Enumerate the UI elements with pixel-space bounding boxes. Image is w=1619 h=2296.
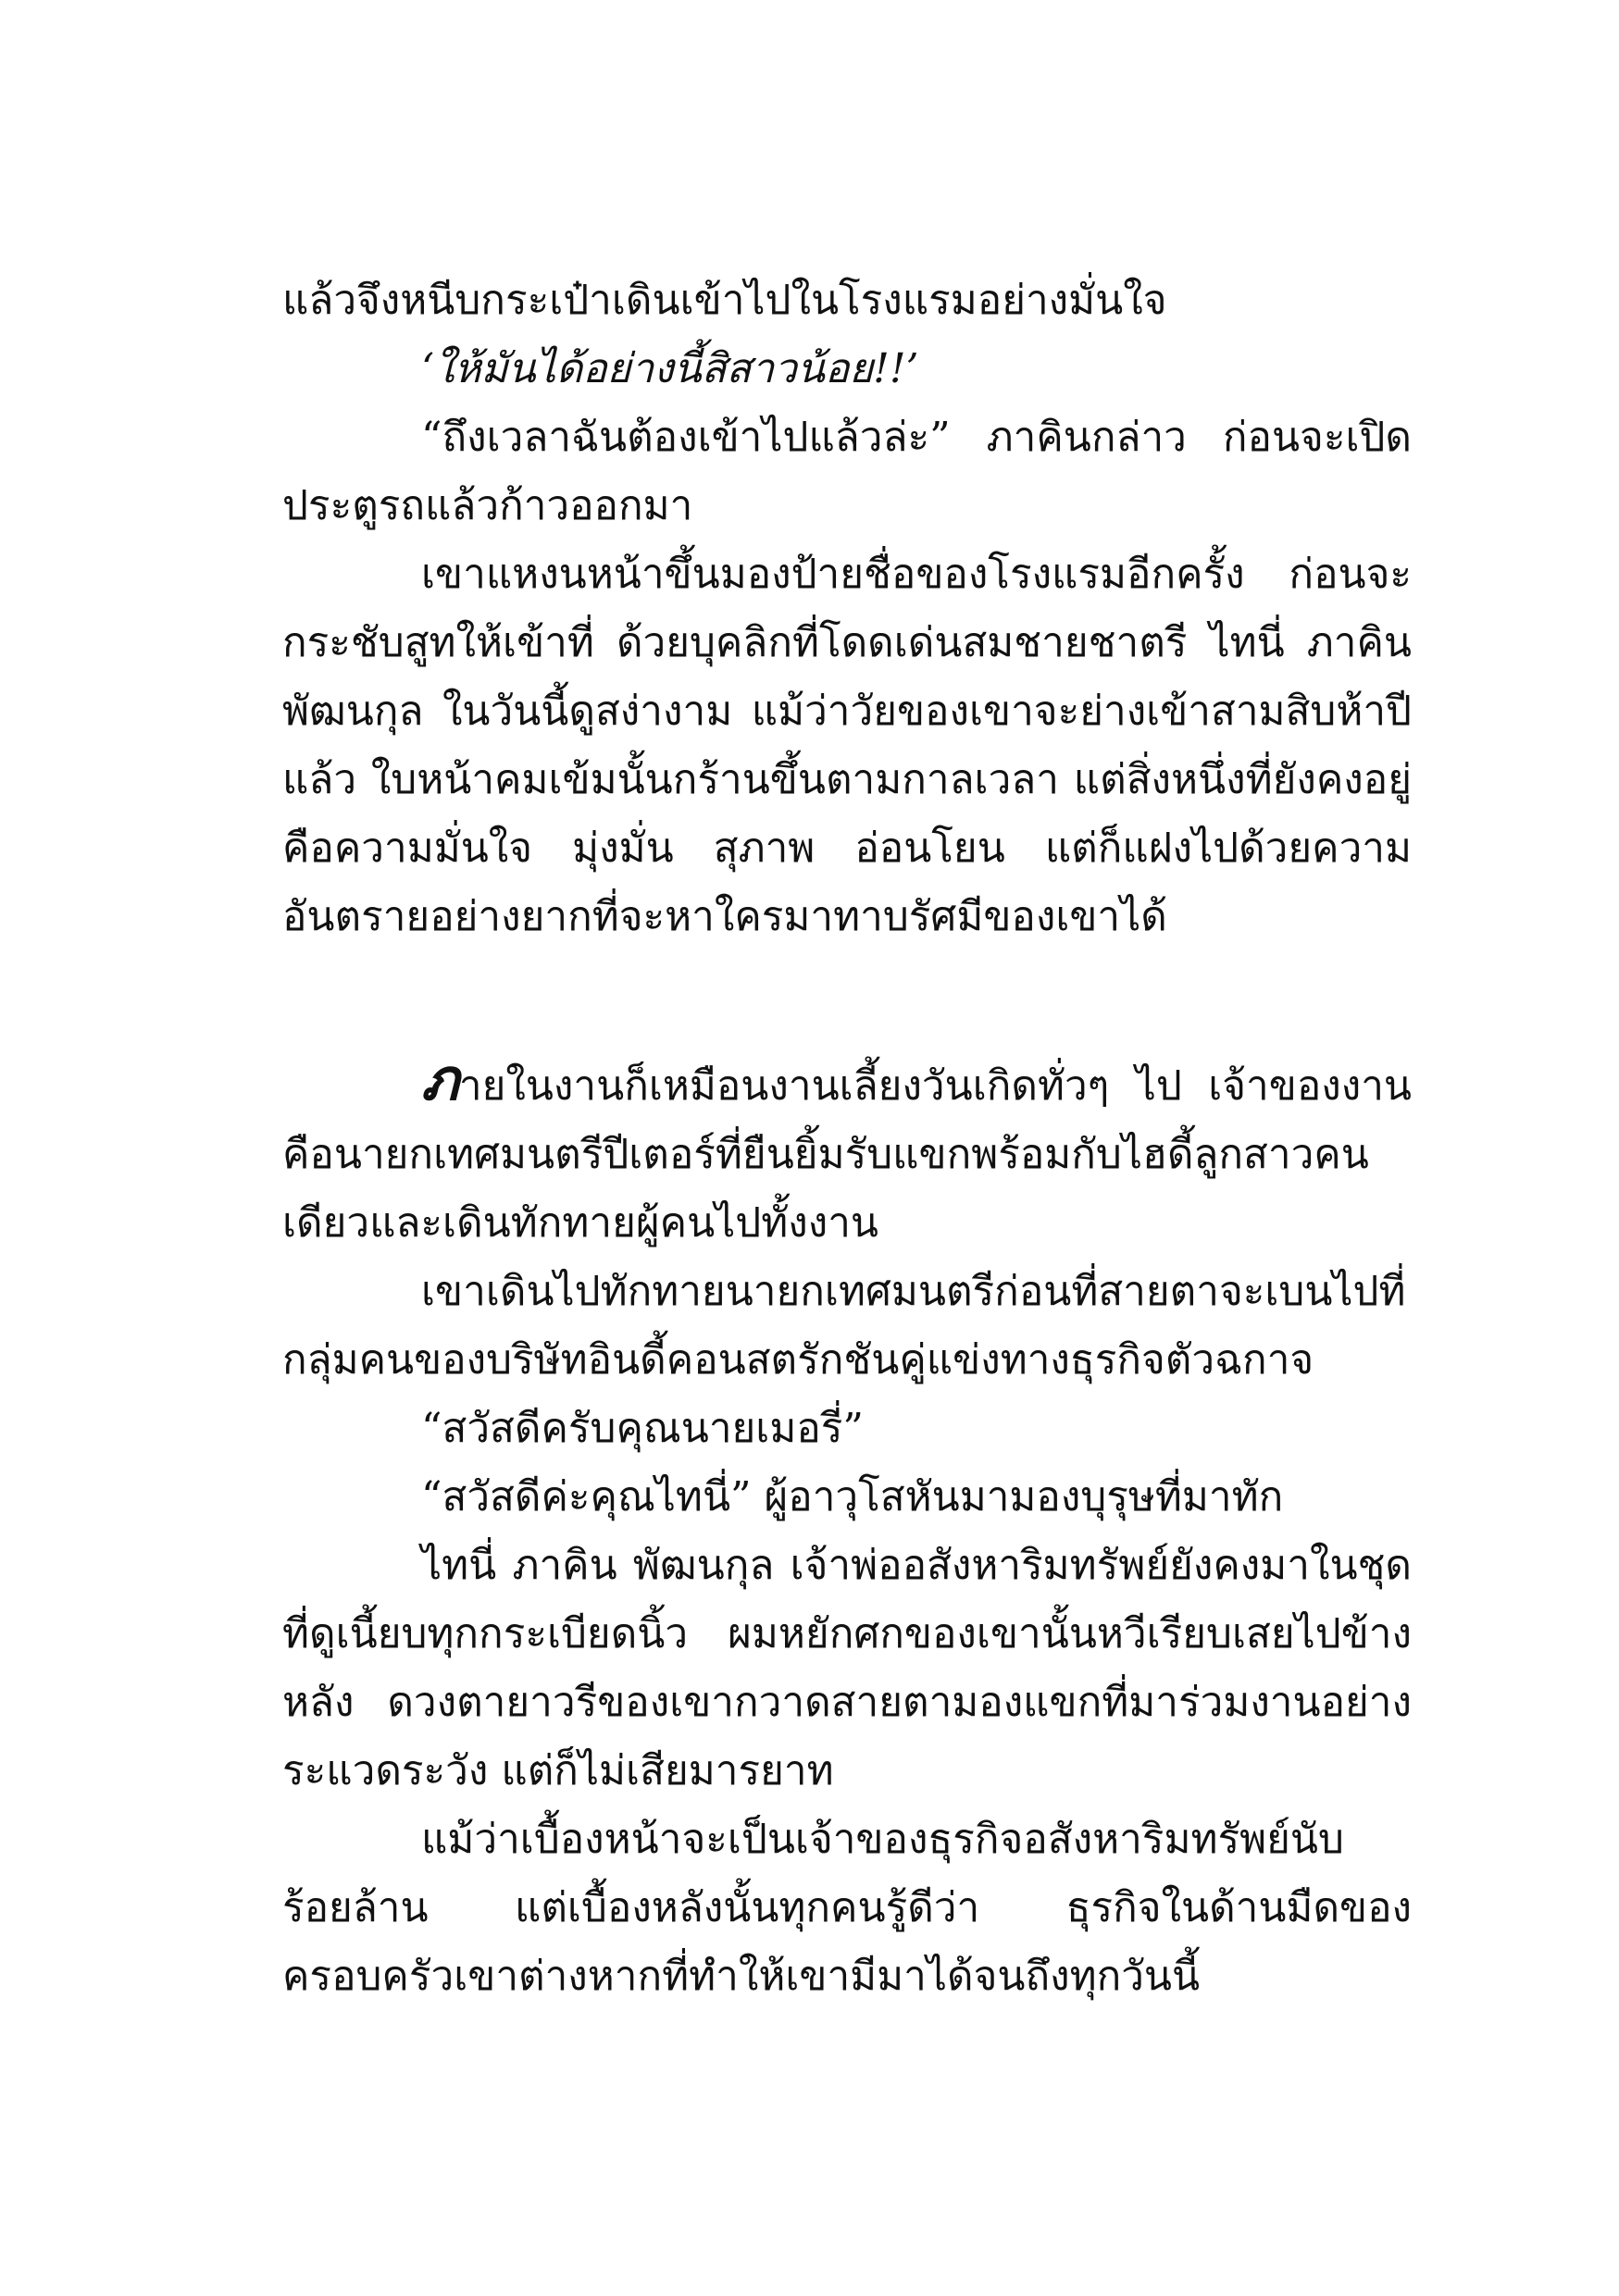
paragraph-text: ายในงานก็เหมือนงานเลี้ยงวันเกิดทั่วๆ ไป เจ้าของงานคือนายกเทศมนตรีปีเตอร์ที่ยืนยิ้มรับแขกพร้อมกับไฮดี้ลูกสาวคนเดียวและเดินทักทายผู้คนไปทั้งงาน (282, 1062, 1412, 1247)
paragraph-italic-thought: ‘ให้มันได้อย่างนี้สิสาวน้อย!!’ (421, 345, 919, 392)
paragraph: ไทนี่ ภาคิน พัฒนกุล เจ้าพ่ออสังหาริมทรัพย์ยังคงมาในชุดที่ดูเนี้ยบทุกกระเบียดนิ้ว ผมหยักศกของเขานั้นหวีเรียบเสยไปข้างหลัง ดวงตายาวรีของเขากวาดสายตามองแขกที่มาร่วมงานอย่างระแวดระวัง แต่ก็ไม่เสียมารยาท (282, 1542, 1412, 1794)
paragraph-opening (282, 1046, 1412, 1258)
section-1 (282, 267, 1412, 951)
paragraph: “สวัสดีครับคุณนายเมอรี่” (421, 1405, 864, 1452)
paragraph: “สวัสดีค่ะคุณไทนี่” ผู้อาวุโสหันมามองบุรุษที่มาทัก (421, 1473, 1284, 1520)
paragraph: เขาแหงนหน้าขึ้นมองป้ายชื่อของโรงแรมอีกครั้ง ก่อนจะกระชับสูทให้เข้าที่ ด้วยบุคลิกที่โดดเด่นสมชายชาตรี ไทนี่ ภาคิน พัฒนกุล ในวันนี้ดูสง่างาม แม้ว่าวัยของเขาจะย่างเข้าสามสิบห้าปีแล้ว ใบหน้าคมเข้มนั้นกร้านขึ้นตามกาลเวลา แต่สิ่งหนึ่งที่ยังคงอยู่ คือความมั่นใจ มุ่งมั่น สุภาพ อ่อนโยน แต่ก็แฝงไปด้วยความอันตรายอย่างยากที่จะหาใครมาทาบรัศมีของเขาได้ (282, 551, 1412, 940)
section-2 (282, 1046, 1412, 2011)
paragraph: เขาเดินไปทักทายนายกเทศมนตรีก่อนที่สายตาจะเบนไปที่กลุ่มคนของบริษัทอินดี้คอนสตรักชันคู่แข่งทางธุรกิจตัวฉกาจ (282, 1268, 1406, 1384)
paragraph: “ถึงเวลาฉันต้องเข้าไปแล้วล่ะ” ภาคินกล่าว ก่อนจะเปิดประตูรถแล้วก้าวออกมา (282, 414, 1412, 529)
paragraph: แล้วจึงหนีบกระเป๋าเดินเข้าไปในโรงแรมอย่างมั่นใจ (282, 277, 1167, 324)
paragraph: แม้ว่าเบื้องหน้าจะเป็นเจ้าของธุรกิจอสังหาริมทรัพย์นับร้อยล้าน แต่เบื้องหลังนั้นทุกคนรู้ดีว่า ธุรกิจในด้านมืดของครอบครัวเขาต่างหากที่ทำให้เขามีมาได้จนถึงทุกวันนี้ (282, 1816, 1412, 2000)
drop-cap: ภ (421, 1046, 459, 1113)
